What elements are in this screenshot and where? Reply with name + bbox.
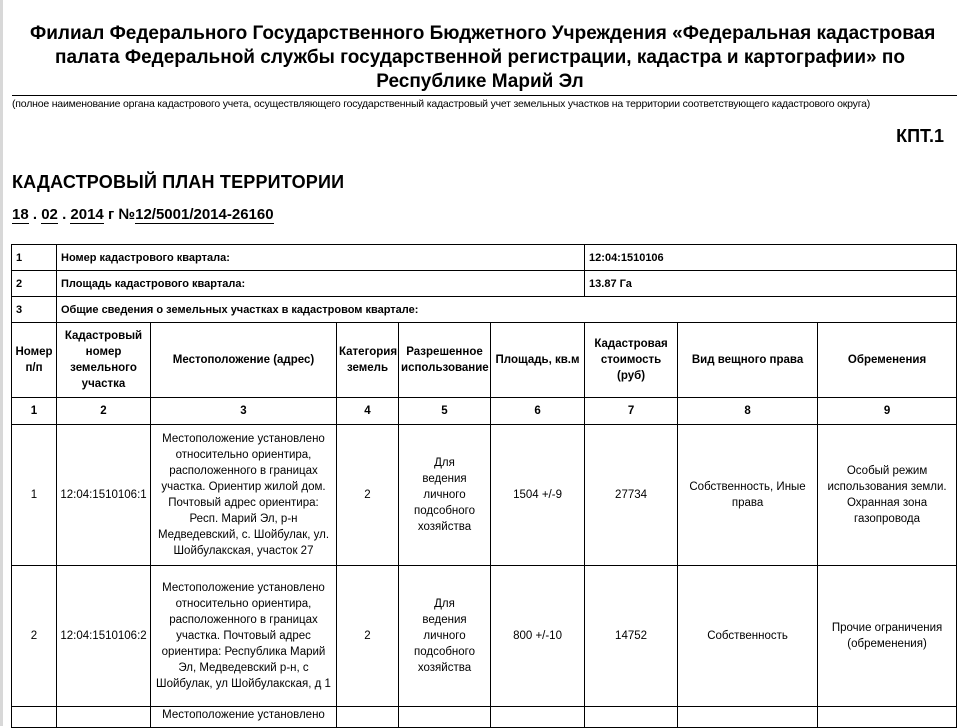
column-header: Кадастровый номер земельного участка: [57, 323, 151, 398]
table-row-quarter-area: [12, 271, 957, 297]
column-number: 5: [399, 398, 491, 425]
header-line-3: Республике Марий Эл: [376, 71, 584, 92]
cell-num: 1: [12, 425, 57, 566]
column-header: Кадастровая стоимость (руб): [585, 323, 678, 398]
header-line-1: Филиал Федерального Государственного Бюджетного Учреждения «Федеральная кадастровая: [30, 23, 936, 44]
cell-category: [337, 707, 399, 728]
number-sign: №: [118, 206, 136, 223]
cell-area: 1504 +/-9: [491, 425, 585, 566]
cell-address: Местоположение установлено относительно ориентира, расположенного в границах участка. Почтовый адрес ориентира: Республика Марий Эл, Медведевский р-н, с Шойбулак, ул Шойбулакская, д 1: [151, 566, 337, 707]
cell-cost: 14752: [585, 566, 678, 707]
column-number: 2: [57, 398, 151, 425]
cell-encumbrance: [818, 707, 957, 728]
cell-num: 2: [12, 566, 57, 707]
cell-right: Собственность, Иные права: [678, 425, 818, 566]
date-day: 18: [12, 206, 29, 223]
table-column-numbers: [12, 398, 957, 425]
document-title: КАДАСТРОВЫЙ ПЛАН ТЕРРИТОРИИ: [12, 172, 345, 192]
cadastral-table: [11, 244, 957, 728]
table-column-headers: [12, 323, 957, 398]
column-header: Вид вещного права: [678, 323, 818, 398]
cell-cost: [585, 707, 678, 728]
row-value: 13.87 Га: [585, 271, 957, 297]
cell-category: 2: [337, 566, 399, 707]
organization-caption: (полное наименование органа кадастрового учета, осуществляющего государственный кадастровый учет земельных участков на территории соответствующего кадастрового округа): [12, 98, 871, 110]
cell-cadastral-number: 12:04:1510106:2: [57, 566, 151, 707]
cell-encumbrance: Особый режим использования земли. Охранная зона газопровода: [818, 425, 957, 566]
date-year: 2014: [70, 206, 104, 223]
document-date-number: 18 . 02 . 2014 г №12/5001/2014-26160: [12, 206, 274, 223]
cell-address: [151, 707, 337, 728]
date-month: 02: [41, 206, 58, 223]
cell-cadastral-number: 12:04:1510106:1: [57, 425, 151, 566]
column-number: 9: [818, 398, 957, 425]
table-row-partial: [12, 707, 957, 728]
cell-usage: [399, 707, 491, 728]
date-year-suffix: г: [107, 206, 115, 223]
column-number: 3: [151, 398, 337, 425]
document-number: 12/5001/2014-26160: [135, 206, 274, 223]
row-label: Номер кадастрового квартала:: [57, 245, 585, 271]
header-line-2: палата Федеральной службы государственной регистрации, кадастра и картографии» по: [55, 47, 905, 68]
row-num: 1: [12, 245, 57, 271]
cell-num: [12, 707, 57, 728]
cell-address-text: Местоположение установлено: [162, 709, 325, 721]
row-label: Общие сведения о земельных участках в кадастровом квартале:: [57, 297, 957, 323]
cell-right: Собственность: [678, 566, 818, 707]
column-header: Разрешенное использование: [399, 323, 491, 398]
column-header: Обременения: [818, 323, 957, 398]
organization-header: [30, 22, 936, 94]
column-number: 4: [337, 398, 399, 425]
cell-right: [678, 707, 818, 728]
column-header: Площадь, кв.м: [491, 323, 585, 398]
cell-cost: 27734: [585, 425, 678, 566]
cell-usage: Для ведения личного подсобного хозяйства: [399, 425, 491, 566]
form-code: КПТ.1: [896, 126, 944, 146]
cell-encumbrance: Прочие ограничения (обременения): [818, 566, 957, 707]
column-number: 6: [491, 398, 585, 425]
cell-address: Местоположение установлено относительно ориентира, расположенного в границах участка. Ориентир жилой дом. Почтовый адрес ориентира: Респ. Марий Эл, р-н Медведевский, с. Шойбулак, ул. Шойбулакская, участок 27: [151, 425, 337, 566]
cell-area: 800 +/-10: [491, 566, 585, 707]
row-num: 3: [12, 297, 57, 323]
cell-area: [491, 707, 585, 728]
table-row-general-info: [12, 297, 957, 323]
row-value: 12:04:1510106: [585, 245, 957, 271]
cell-cadastral-number: [57, 707, 151, 728]
header-underline: [12, 95, 957, 96]
column-header: Категория земель: [337, 323, 399, 398]
cell-category: 2: [337, 425, 399, 566]
row-label: Площадь кадастрового квартала:: [57, 271, 585, 297]
column-header: Местоположение (адрес): [151, 323, 337, 398]
column-header: Номер п/п: [12, 323, 57, 398]
cell-usage: Для ведения личного подсобного хозяйства: [399, 566, 491, 707]
table-row: [12, 425, 957, 566]
table-row: [12, 566, 957, 707]
row-num: 2: [12, 271, 57, 297]
window-left-edge: [0, 0, 3, 726]
table-row-quarter-number: [12, 245, 957, 271]
column-number: 8: [678, 398, 818, 425]
column-number: 1: [12, 398, 57, 425]
column-number: 7: [585, 398, 678, 425]
